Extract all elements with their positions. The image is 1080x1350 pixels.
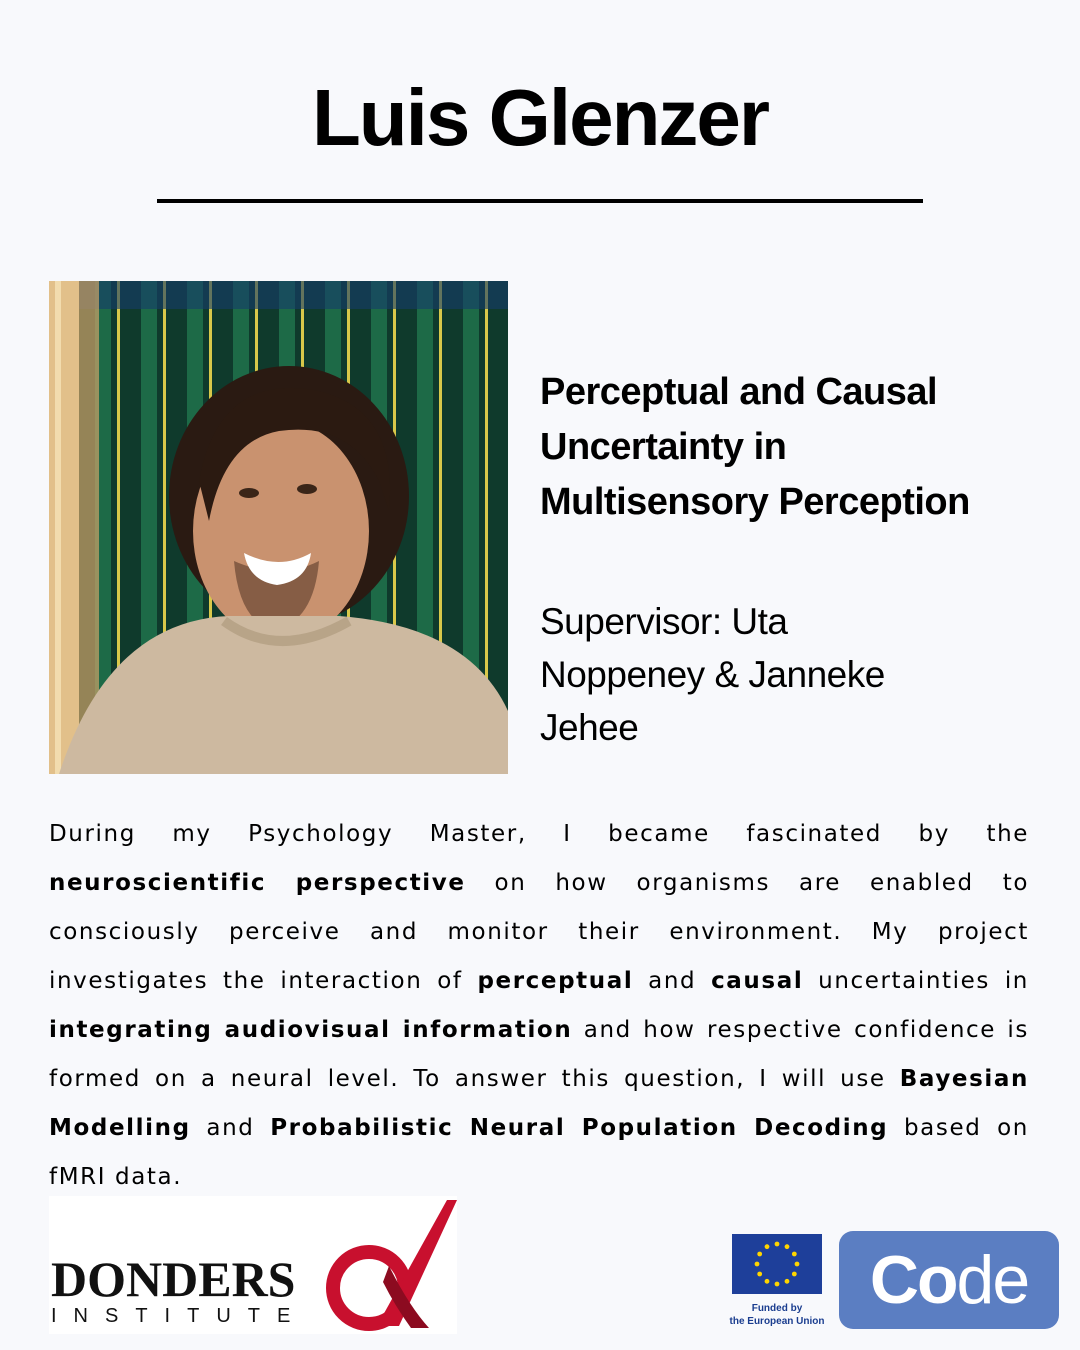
code-logo-bold: Co <box>869 1242 957 1318</box>
title-divider <box>157 199 923 203</box>
eu-star-icon <box>755 1262 760 1267</box>
bio-text: based on fMRI data. <box>49 1115 1029 1190</box>
bio-text: and how respective confidence is formed on a neural level. To answer this question, I will use <box>49 1017 1030 1092</box>
supervisor-info <box>540 595 960 754</box>
bio-text: on how organisms are enabled to consciously perceive and monitor their environment. My project investigates the interaction of <box>49 870 1029 994</box>
bio-highlight: Probabilistic Neural Population Decoding <box>270 1115 889 1141</box>
eu-star-icon <box>785 1279 790 1284</box>
bio-highlight: integrating audiovisual information <box>49 1017 573 1043</box>
page-title: Luis Glenzer <box>311 73 769 162</box>
eu-star-icon <box>775 1282 780 1287</box>
eu-star-icon <box>775 1242 780 1247</box>
portrait-illustration <box>49 281 508 774</box>
supervisor-line: Supervisor: Uta <box>540 601 788 642</box>
project-title-line: Uncertainty in <box>540 426 787 468</box>
portrait-photo <box>49 281 508 774</box>
bio-text: uncertainties in <box>803 968 1029 994</box>
eu-star-icon <box>757 1272 762 1277</box>
eu-flag-icon <box>722 1234 832 1298</box>
eu-text-line: Funded by <box>751 1303 803 1314</box>
bio-text: and <box>190 1115 271 1141</box>
supervisor-line: Noppeney & Janneke <box>540 654 885 695</box>
project-title-line: Multisensory Perception <box>540 481 970 523</box>
eu-star-icon <box>792 1252 797 1257</box>
bio-highlight: causal <box>711 968 804 994</box>
eu-star-icon <box>765 1279 770 1284</box>
code-logo-light: de <box>956 1242 1029 1318</box>
bio-highlight: Bayesian Modelling <box>49 1066 1029 1141</box>
eu-star-icon <box>795 1262 800 1267</box>
eu-star-icon <box>765 1244 770 1249</box>
eu-text-line: the European Union <box>729 1316 825 1327</box>
eu-star-icon <box>757 1252 762 1257</box>
eu-funding-logo <box>722 1234 832 1334</box>
bio-highlight: perceptual <box>477 968 634 994</box>
project-title-line: Perceptual and Causal <box>540 371 938 413</box>
project-title <box>540 365 1050 530</box>
donders-name: DONDERS <box>51 1251 296 1307</box>
bio-text: During my Psychology Master, I became fascinated by the <box>49 821 1029 847</box>
bio-text: and <box>633 968 712 994</box>
bio-paragraph <box>49 810 1029 1202</box>
code-logo <box>839 1231 1059 1329</box>
donders-institute-logo <box>49 1196 457 1334</box>
eu-star-icon <box>792 1272 797 1277</box>
donders-sub: INSTITUTE <box>51 1305 308 1327</box>
supervisor-line: Jehee <box>540 707 639 748</box>
bio-highlight: neuroscientific perspective <box>49 870 466 896</box>
eu-star-icon <box>785 1244 790 1249</box>
